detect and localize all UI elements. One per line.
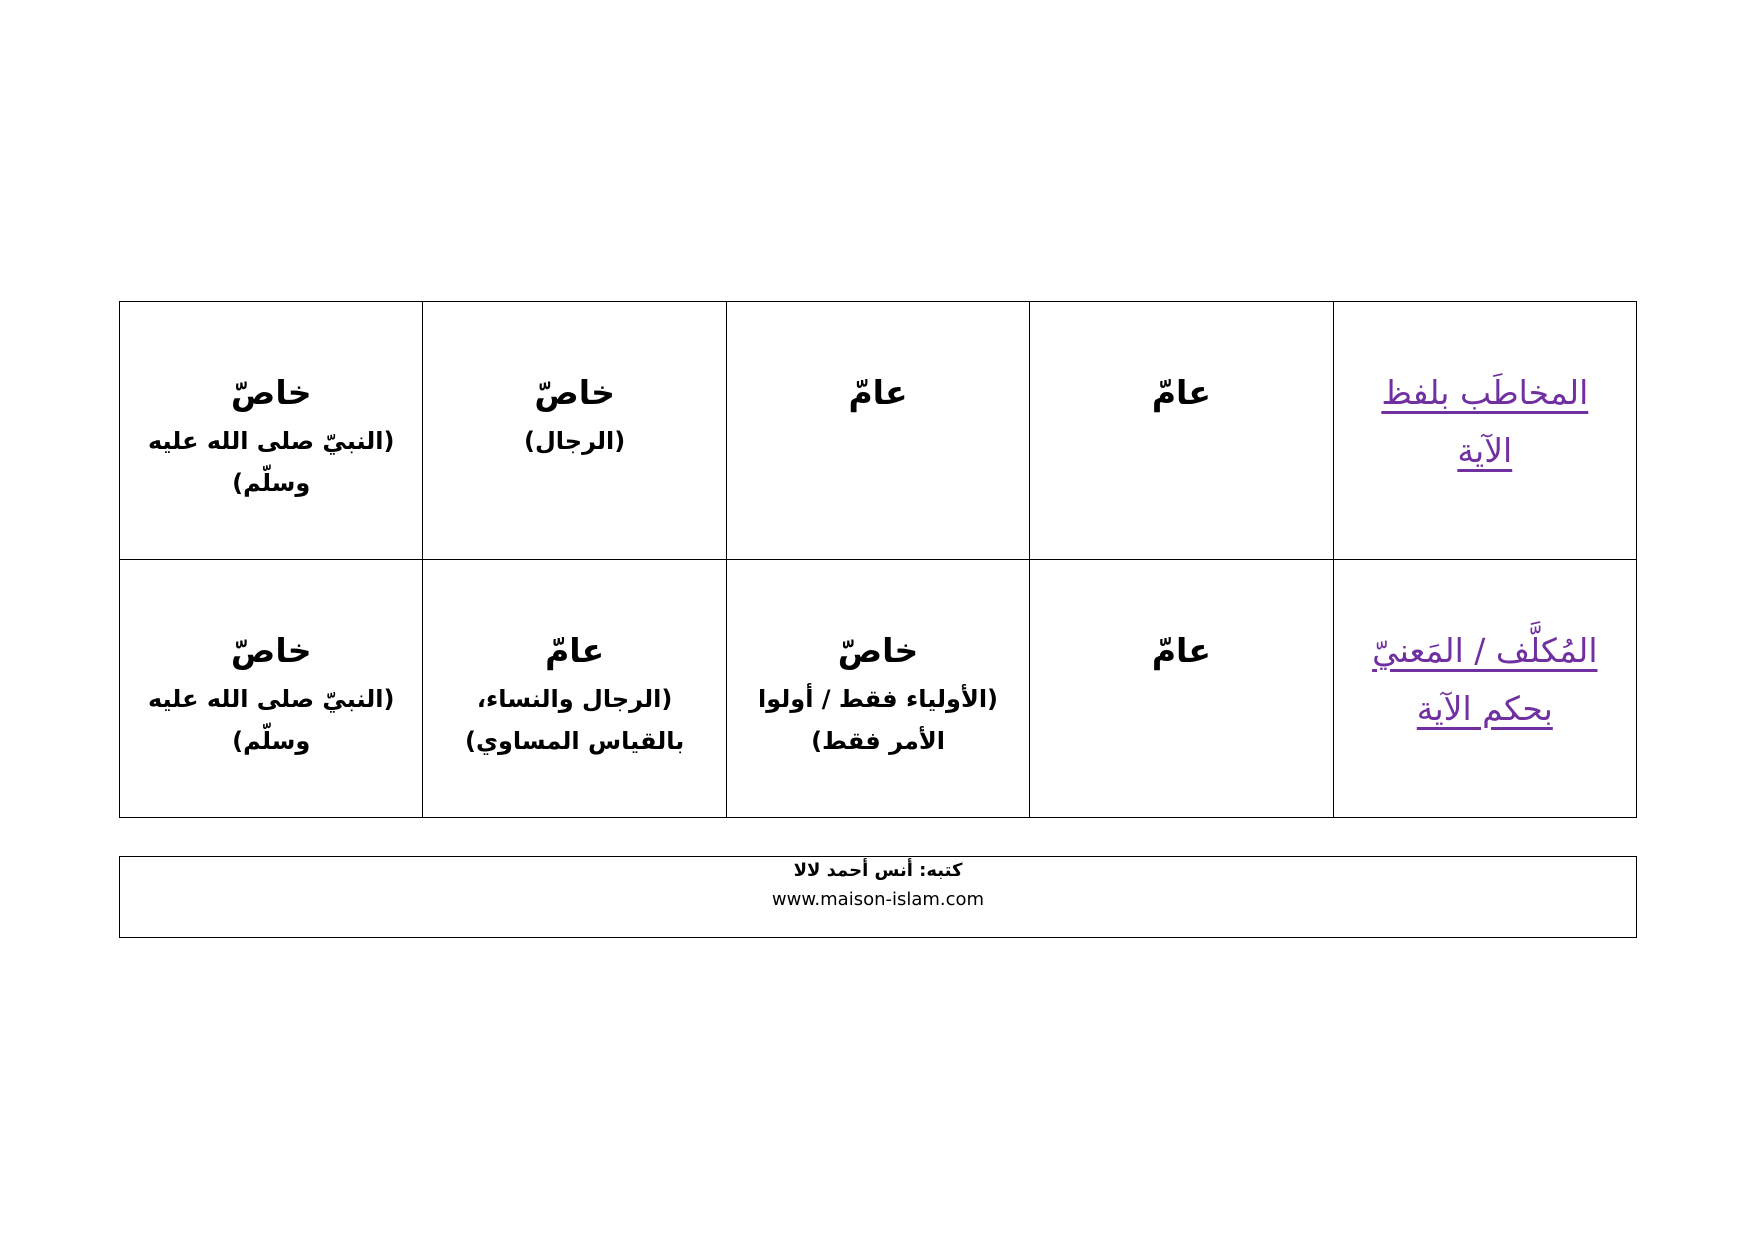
footer-box (119, 856, 1637, 938)
row-label-link[interactable]: المخاطَب بلفظ الآية (1381, 373, 1589, 470)
ruling-main: عامّ (1151, 631, 1211, 670)
row-label-cell (1333, 560, 1636, 818)
table-cell (423, 560, 726, 818)
ruling-main: خاصّ (230, 631, 312, 670)
ruling-detail: (الرجال) (524, 427, 626, 455)
table-row-obligated (120, 560, 1637, 818)
ruling-main: عامّ (848, 373, 908, 412)
table-cell (726, 302, 1029, 560)
website-link[interactable]: www.maison-islam.com (771, 889, 985, 910)
table-cell (1030, 560, 1333, 818)
row-label-link[interactable]: المُكلَّف / المَعنيّ بحكم الآية (1372, 631, 1598, 728)
ruling-main: خاصّ (837, 631, 919, 670)
ruling-detail: (الأولياء فقط / أولوا الأمر فقط) (758, 685, 999, 755)
rulings-table (119, 301, 1637, 818)
ruling-main: عامّ (545, 631, 605, 670)
table-cell (120, 302, 423, 560)
table-cell (120, 560, 423, 818)
ruling-main: خاصّ (230, 373, 312, 412)
ruling-main: خاصّ (534, 373, 615, 412)
table-cell (423, 302, 726, 560)
ruling-detail: (النبيّ صلى الله عليه وسلّم) (147, 685, 395, 755)
ruling-detail: (النبيّ صلى الله عليه وسلّم) (147, 427, 395, 497)
table-cell (1030, 302, 1333, 560)
ruling-detail: (الرجال والنساء، بالقياس المساوي) (465, 685, 685, 755)
table-cell (726, 560, 1029, 818)
author-credit: كتبه: أنس أحمد لالا (793, 860, 963, 881)
table-row-addressee (120, 302, 1637, 560)
row-label-cell (1333, 302, 1636, 560)
ruling-main: عامّ (1151, 373, 1211, 412)
